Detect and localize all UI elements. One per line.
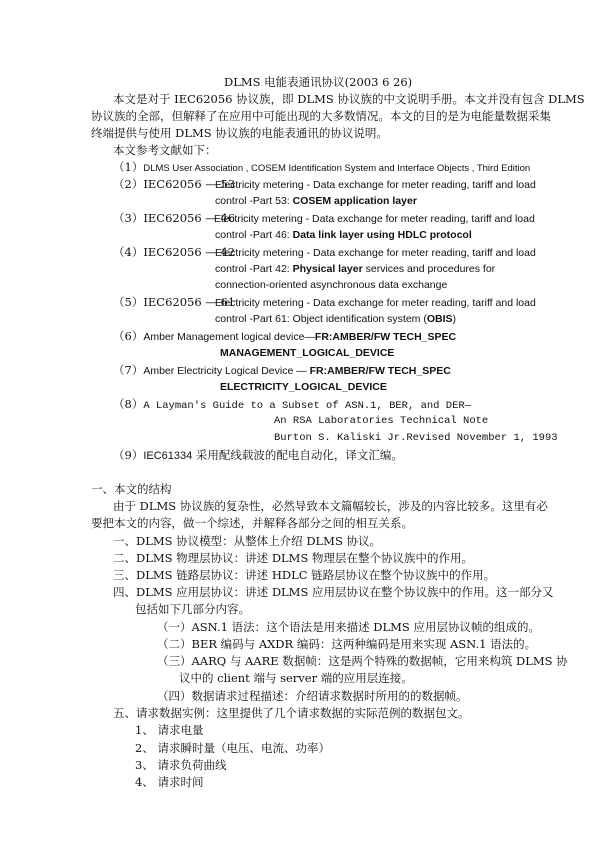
sub-item-4: （四）数据请求过程描述：介绍请求数据时所用的的数据帧。 [157,689,468,703]
reference-8-line-3: Burton S. Kaliski Jr.Revised November 1, 1993 [274,432,558,444]
reference-number: （5） [113,295,144,309]
reference-6-spec-2: MANAGEMENT_LOGICAL_DEVICE [220,347,395,359]
reference-5-desc-1: Electricity metering - Data exchange for meter reading, tariff and load [215,297,536,309]
reference-4-desc-3: connection-oriented asynchronous data exchange [215,279,448,291]
structure-item-4: 四、DLMS 应用层协议：讲述 DLMS 应用层协议在整个协议族中的作用。这一部分又 [113,585,554,599]
reference-number: （2） [113,177,144,191]
desc-plain: control -Part 42: [215,263,293,275]
desc-bold: Physical layer [292,263,363,275]
reference-4-desc-1: Electricity metering - Data exchange for meter reading, tariff and load [215,247,536,259]
reference-text: Amber Electricity Logical Device — [143,365,310,377]
reference-code: IEC61334 [143,450,193,462]
request-list-item-3: 3、 请求负荷曲线 [135,758,227,772]
structure-item-2: 二、DLMS 物理层协议：讲述 DLMS 物理层在整个协议族中的作用。 [113,551,473,565]
section-heading: 一、本文的结构 [91,482,172,496]
reference-1 [113,159,530,177]
desc-tail: ) [452,313,457,325]
reference-5-desc-2 [215,311,456,327]
references-heading: 本文参考文献如下： [113,143,217,157]
sub-item-1: （一）ASN.1 语法：这个语法是用来描述 DLMS 应用层协议帧的组成的。 [157,620,540,634]
reference-spec: FR:AMBER/FW TECH_SPEC [309,365,451,377]
desc-plain: control -Part 53: [215,195,293,207]
intro-line-3: 终端提供与使用 DLMS 协议族的电能表通讯的协议说明。 [91,126,388,140]
desc-plain: control -Part 46: [215,229,293,241]
reference-7-spec-2: ELECTRICITY_LOGICAL_DEVICE [220,381,387,393]
reference-code: IEC62056 — 46 [143,211,236,225]
structure-item-3: 三、DLMS 链路层协议：讲述 HDLC 链路层协议在整个协议族中的作用。 [113,568,496,582]
reference-code: IEC62056 — 53 [143,177,236,191]
reference-7 [113,362,451,379]
reference-number: （3） [113,211,144,225]
intro-line-2: 协议族的全部，但解释了在应用中可能出现的大多数情况。本文的目的是为电能量数据采集 [91,109,551,123]
desc-tail: services and procedures for [362,263,496,275]
reference-number: （4） [113,245,144,259]
request-list-item-1: 1、 请求电量 [135,723,204,737]
desc-bold: COSEM application layer [292,195,417,207]
sub-item-3: （三）AARQ 与 AARE 数据帧：这是两个特殊的数据帧，它用来构筑 DLMS 协 [157,654,568,668]
reference-2-desc-2 [215,193,417,209]
structure-item-1: 一、DLMS 协议模型：从整体上介绍 DLMS 协议。 [113,534,381,548]
intro-line-1: 本文是对于 IEC62056 协议族，即 DLMS 协议族的中文说明手册。本文并没有包含 DLMS [113,92,585,106]
reference-3-desc-1: Electricity metering - Data exchange for meter reading, tariff and load [214,213,535,225]
sub-item-2: （二）BER 编码与 AXDR 编码：这两种编码是用来实现 ASN.1 语法的。 [157,637,537,651]
reference-4-desc-2 [215,261,495,277]
structure-item-4-cont: 包括如下几部分内容。 [135,602,250,616]
section-paragraph-line-1: 由于 DLMS 协议族的复杂性，必然导致本文篇幅较长，涉及的内容比较多。这里有必 [113,499,548,513]
reference-text: DLMS User Association , COSEM Identification System and Interface Objects , Third Edition [143,163,531,174]
reference-2-desc-1: Electricity metering - Data exchange for meter reading, tariff and load [215,179,536,191]
reference-number: （7） [113,363,144,377]
request-list-item-4: 4、 请求时间 [135,775,204,789]
section-paragraph-line-2: 要把本文的内容，做一个综述，并解释各部分之间的相互关系。 [91,516,413,530]
document-title: DLMS 电能表通讯协议(2003 6 26) [224,75,413,89]
request-list-item-2: 2、 请求瞬时量（电压、电流、功率） [135,741,330,755]
reference-text: A Layman's Guide to a Subset of ASN.1, BER, and DER— [143,400,471,412]
reference-3-desc-2 [215,227,472,243]
reference-text: 采用配线载波的配电自动化，译文汇编。 [192,448,403,462]
reference-9 [113,447,403,464]
reference-text: Amber Management logical device— [143,331,315,343]
desc-bold: OBIS [426,313,453,325]
reference-code: IEC62056 — 42 [143,245,236,259]
reference-8 [113,396,471,414]
desc-bold: Data link layer using HDLC protocol [292,229,472,241]
reference-6 [113,328,456,345]
reference-code: IEC62056 — 61 [143,295,236,309]
reference-spec: FR:AMBER/FW TECH_SPEC [314,331,457,343]
structure-item-5: 五、请求数据实例：这里提供了几个请求数据的实际范例的数据包文。 [113,706,470,720]
reference-number: （8） [113,397,144,411]
reference-number: （1） [113,160,144,174]
sub-item-3-cont: 议中的 client 端与 server 端的应用层连接。 [179,671,413,685]
reference-8-line-2: An RSA Laboratories Technical Note [274,415,489,427]
reference-number: （9） [113,448,144,462]
reference-number: （6） [113,329,144,343]
desc-plain: control -Part 61: Object identification system ( [215,313,427,325]
